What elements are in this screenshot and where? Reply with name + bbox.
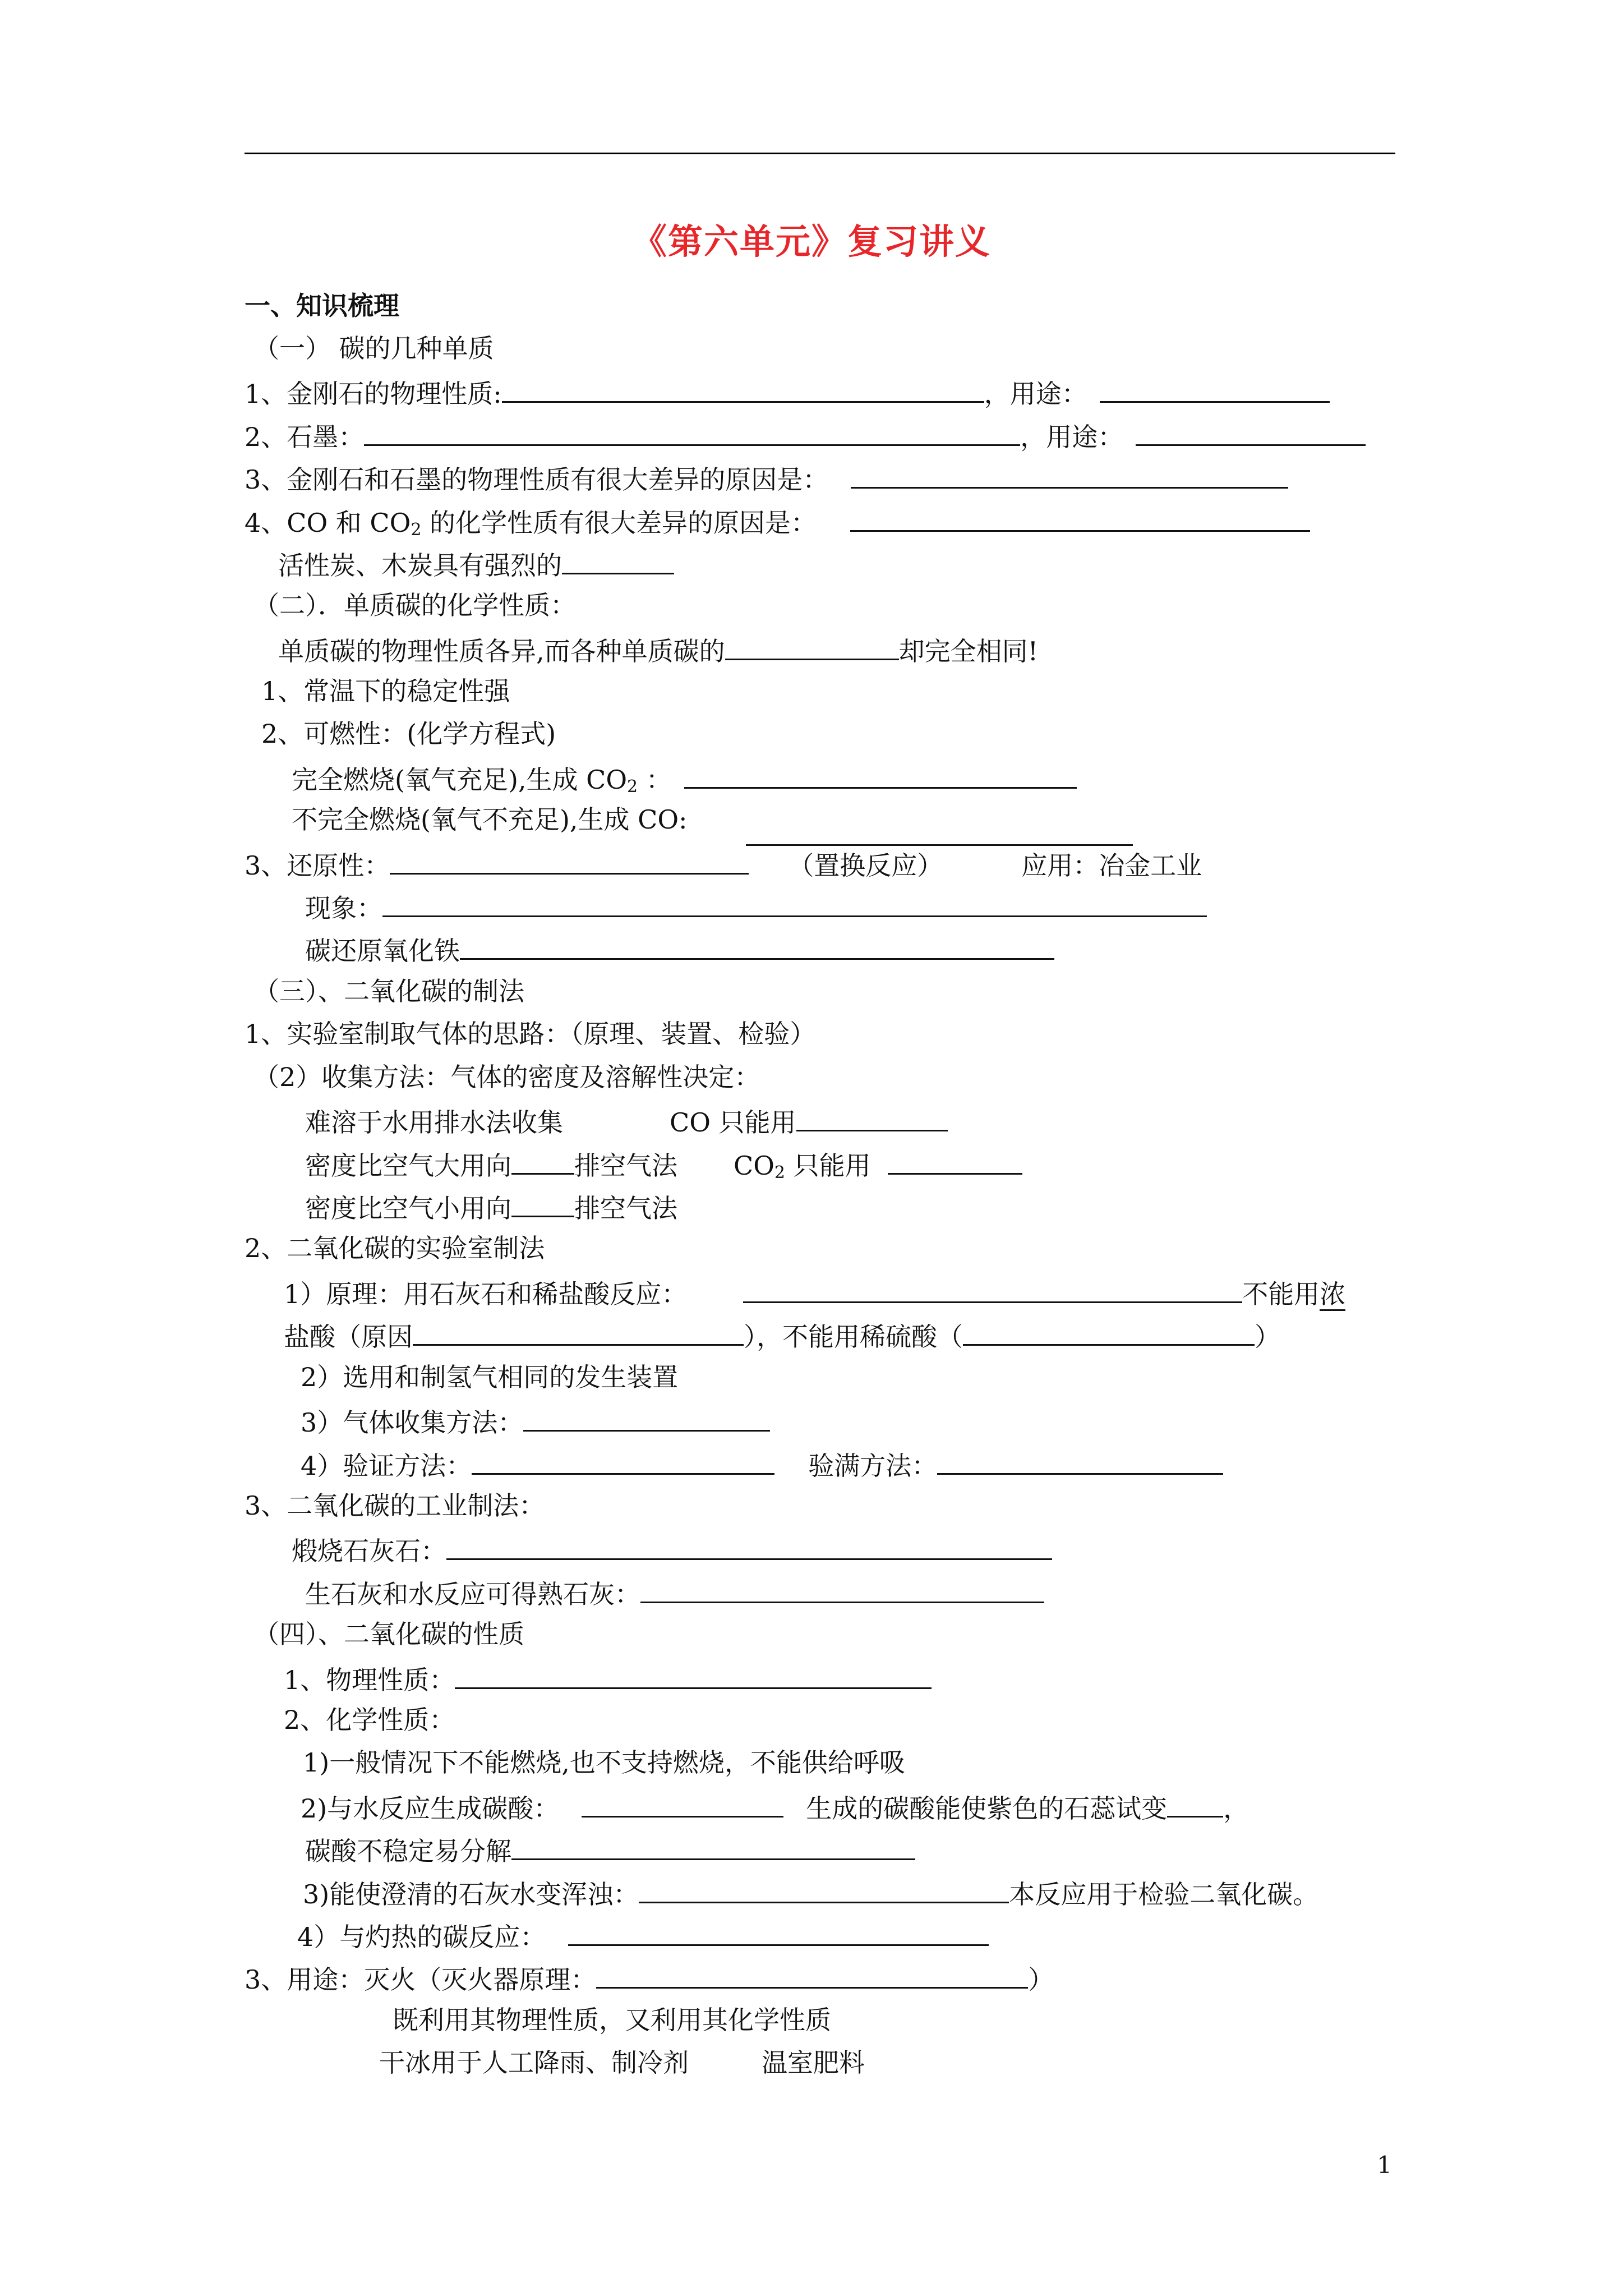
question-text: ，用途： [984, 379, 1087, 409]
answer-blank[interactable] [502, 374, 984, 403]
question-text: 生石灰和水反应可得熟石灰： [305, 1579, 640, 1609]
question-text: CO [734, 1151, 774, 1181]
answer-blank[interactable] [413, 1317, 744, 1346]
question-line [245, 846, 1202, 882]
answer-blank[interactable] [1167, 1789, 1223, 1818]
answer-blank[interactable] [1136, 417, 1366, 446]
subscript: 2 [411, 520, 422, 540]
header-rule [245, 153, 1395, 154]
answer-blank[interactable] [596, 1960, 1028, 1989]
question-text: 2、石墨： [245, 422, 365, 452]
answer-blank[interactable] [963, 1317, 1255, 1346]
question-line [297, 1917, 989, 1954]
question-text: ） [1255, 1322, 1280, 1352]
question-line [305, 1189, 677, 1225]
answer-blank[interactable] [1100, 374, 1330, 403]
question-text: 1、物理性质： [284, 1665, 455, 1695]
answer-blank[interactable] [446, 1531, 1052, 1560]
question-line [278, 546, 674, 582]
answer-blank[interactable] [460, 931, 1054, 960]
question-text: 干冰用于人工降雨、制冷剂 [379, 2047, 689, 2078]
answer-blank[interactable] [684, 760, 1077, 789]
question-text: CO 只能用 [670, 1107, 796, 1138]
question-line [292, 1531, 1052, 1568]
answer-blank[interactable] [511, 1832, 915, 1860]
question-line [305, 1146, 1022, 1182]
question-text: 密度比空气大用向 [305, 1151, 511, 1181]
question-text: 验满方法： [808, 1451, 938, 1481]
question-text: 2)与水反应生成碳酸： [301, 1793, 560, 1824]
answer-blank[interactable] [364, 417, 1020, 446]
question-text: ，用途： [1020, 422, 1124, 452]
text-line: 1)一般情况下不能燃烧,也不支持燃烧，不能供给呼吸 [303, 1747, 905, 1778]
question-text: 不能用 [1242, 1279, 1320, 1309]
text-line: 3、二氧化碳的工业制法： [245, 1490, 545, 1521]
text-line: 2、化学性质： [284, 1705, 455, 1735]
page-number: 1 [1377, 2151, 1392, 2179]
answer-blank[interactable] [725, 632, 899, 660]
answer-blank[interactable] [640, 1575, 1044, 1603]
question-text: 盐酸（原因 [284, 1322, 413, 1352]
question-text: 完全燃烧(氧气充足),生成 CO [292, 765, 628, 795]
text-line: （2）收集方法：气体的密度及溶解性决定： [253, 1062, 760, 1092]
question-line [305, 1103, 948, 1139]
question-text: ： [638, 765, 672, 795]
subscript: 2 [627, 777, 638, 797]
question-text: 应用：冶金工业 [1021, 850, 1202, 881]
answer-blank[interactable] [850, 503, 1310, 532]
answer-blank[interactable] [743, 1274, 1242, 1303]
question-line [245, 374, 1330, 411]
question-line [245, 417, 1366, 454]
question-text: ） [1028, 1964, 1054, 1995]
question-text: ），不能用稀硫酸（ [744, 1322, 963, 1352]
question-text: 4）验证方法： [301, 1451, 472, 1481]
question-line [301, 1789, 1249, 1825]
question-text: 却完全相同! [898, 636, 1039, 666]
question-text: 煅烧石灰石： [292, 1536, 446, 1566]
question-text: 1）原理：用石灰石和稀盐酸反应： [284, 1279, 688, 1309]
question-text: 排空气法 [574, 1151, 677, 1181]
question-text: 碳酸不稳定易分解 [305, 1836, 511, 1866]
question-line [278, 632, 1038, 668]
question-text: 3)能使澄清的石灰水变浑浊： [303, 1879, 639, 1910]
answer-blank[interactable] [639, 1875, 1009, 1903]
question-text: （置换反应） [788, 850, 943, 881]
question-line [284, 1660, 932, 1697]
subsection-heading: （四）、二氧化碳的性质 [253, 1619, 524, 1649]
subsection-heading: （三）、二氧化碳的制法 [253, 976, 524, 1006]
question-line [301, 1403, 770, 1439]
question-line [305, 931, 1054, 968]
subsection-heading: （二）．单质碳的化学性质： [253, 590, 576, 620]
question-line [305, 1832, 915, 1868]
question-line [305, 1575, 1044, 1611]
question-text: 1、金刚石的物理性质: [245, 379, 502, 409]
question-text: 3、用途：灭火（灭火器原理： [245, 1964, 597, 1995]
answer-blank[interactable] [851, 460, 1288, 489]
answer-blank[interactable] [511, 1189, 574, 1217]
answer-blank[interactable] [796, 1103, 948, 1131]
answer-blank[interactable] [390, 846, 749, 875]
question-text: 只能用 [785, 1151, 871, 1181]
answer-blank[interactable] [888, 1146, 1022, 1175]
answer-blank[interactable] [937, 1446, 1223, 1475]
question-text: 3、金刚石和石墨的物理性质有很大差异的原因是： [245, 464, 829, 495]
question-text: 密度比空气小用向 [305, 1193, 511, 1223]
question-text: 难溶于水用排水法收集 [305, 1107, 563, 1138]
question-line [284, 1317, 1280, 1354]
question-text: 3）气体收集方法： [301, 1407, 524, 1438]
text-line: 2、二氧化碳的实验室制法 [245, 1233, 545, 1263]
answer-blank[interactable] [568, 1917, 989, 1946]
question-text: 单质碳的物理性质各异,而各种单质碳的 [278, 636, 725, 666]
question-text: 活性炭、木炭具有强烈的 [278, 550, 562, 581]
answer-blank[interactable] [472, 1446, 774, 1475]
question-text: 排空气法 [574, 1193, 677, 1223]
question-line [292, 760, 1077, 797]
question-text: 4、CO 和 CO [245, 508, 411, 538]
answer-blank[interactable] [382, 889, 1207, 917]
question-text: 本反应用于检验二氧化碳。 [1009, 1879, 1319, 1910]
question-text: 现象： [305, 893, 382, 923]
question-text: 浓 [1320, 1279, 1345, 1311]
question-line [379, 2046, 865, 2079]
question-line [284, 1274, 1345, 1311]
answer-blank[interactable] [511, 1146, 574, 1175]
question-line [305, 889, 1207, 925]
question-text: 碳还原氧化铁 [305, 936, 460, 966]
question-line [301, 1446, 1223, 1483]
question-line [245, 460, 1288, 496]
text-line: 2）选用和制氢气相同的发生装置 [301, 1362, 679, 1392]
question-text: 的化学性质有很大差异的原因是： [421, 508, 817, 538]
question-line [245, 503, 1310, 540]
question-text: 4）与灼热的碳反应： [297, 1922, 546, 1952]
question-line [245, 1960, 1054, 1996]
answer-blank[interactable] [523, 1403, 770, 1432]
text-line: 2、可燃性：(化学方程式) [261, 719, 556, 749]
section-heading: 一、知识梳理 [245, 291, 399, 321]
text-line: 1、常温下的稳定性强 [261, 676, 510, 706]
subscript: 2 [774, 1163, 786, 1182]
answer-blank[interactable] [582, 1789, 783, 1818]
answer-blank[interactable] [455, 1660, 932, 1689]
answer-blank[interactable] [562, 546, 674, 574]
question-text: 生成的碳酸能使紫色的石蕊试变 [806, 1793, 1168, 1824]
text-line: 既利用其物理性质，又利用其化学性质 [393, 2005, 831, 2035]
question-text: 3、还原性： [245, 850, 390, 881]
page-title: 《第六单元》复习讲义 [631, 221, 991, 262]
subsection-heading: （一） 碳的几种单质 [253, 333, 494, 364]
question-text: ， [1223, 1793, 1249, 1824]
text-line: 1、实验室制取气体的思路：（原理、装置、检验） [245, 1019, 816, 1049]
question-text: 温室肥料 [762, 2047, 865, 2078]
question-line [303, 1875, 1318, 1911]
text-line: 不完全燃烧(氧气不充足),生成 CO: [292, 804, 688, 835]
